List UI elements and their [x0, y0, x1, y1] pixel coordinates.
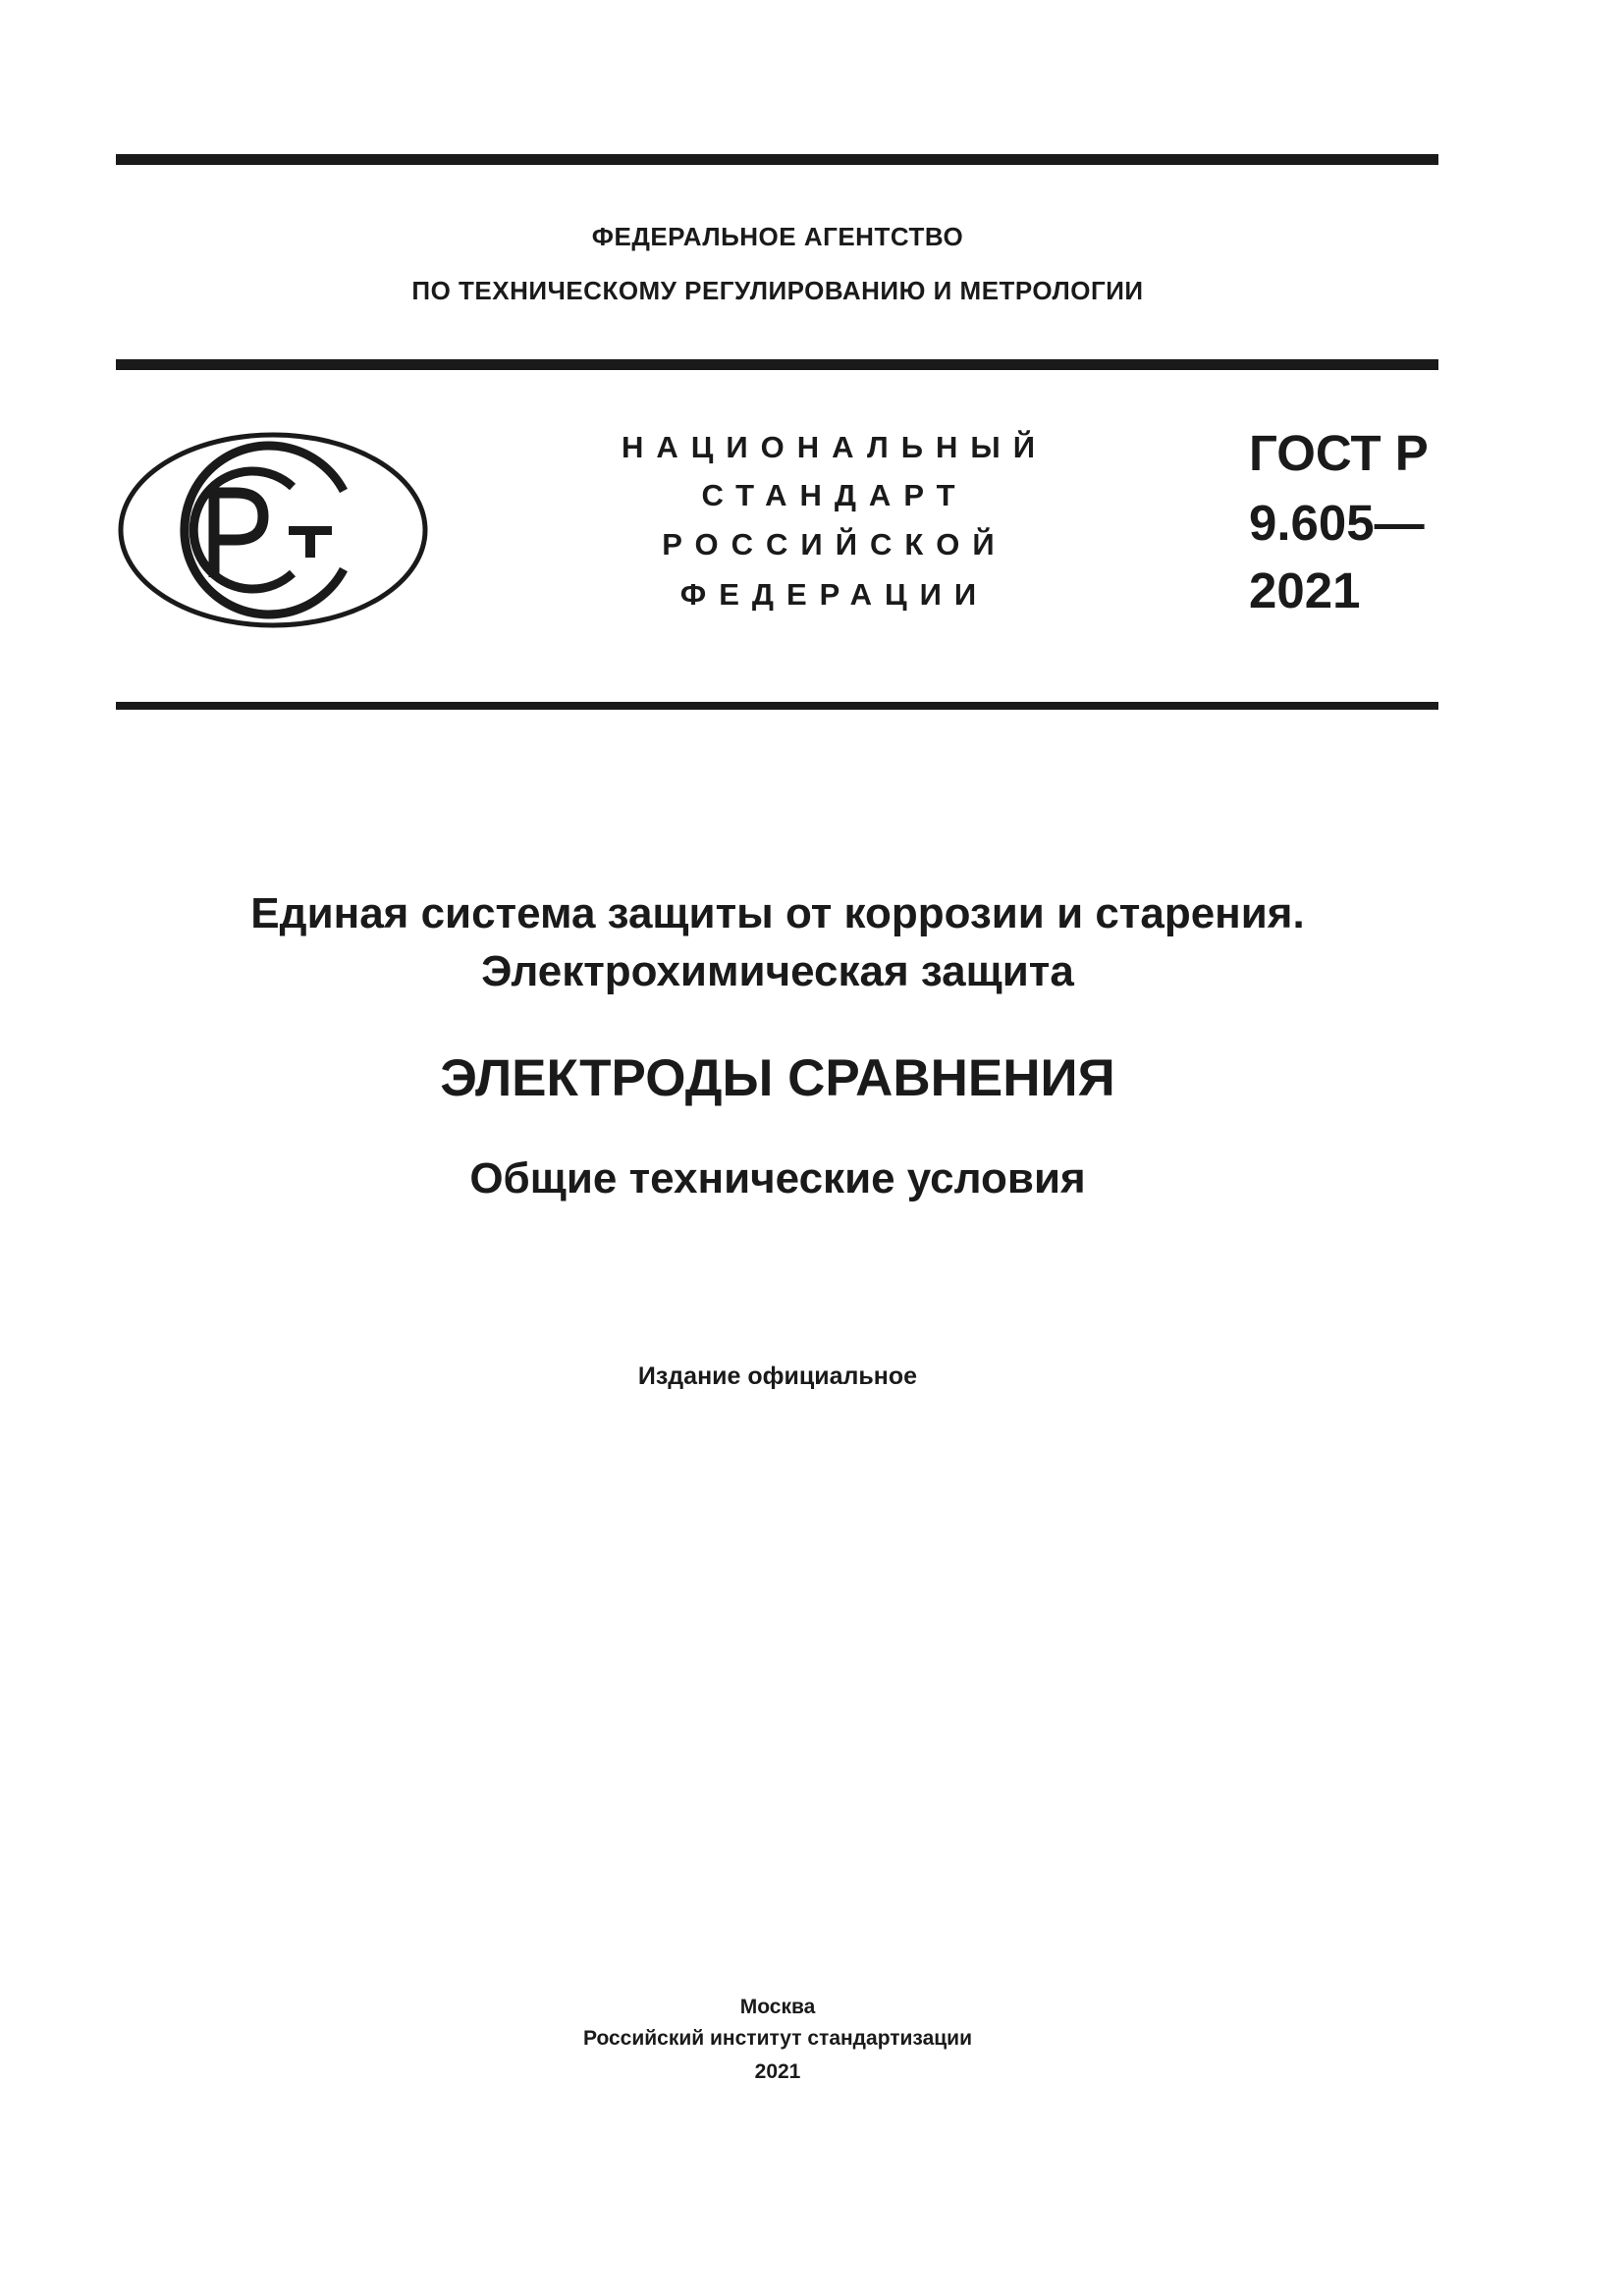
standard-type-line-2: СТАНДАРТ	[701, 478, 968, 512]
document-title-line-1: Единая система защиты от коррозии и старения.	[250, 889, 1305, 937]
section-rule	[116, 702, 1438, 710]
publisher-city: Москва	[739, 1996, 816, 2018]
standard-type-line-1: НАЦИОНАЛЬНЫЙ	[621, 430, 1049, 464]
publisher-organization: Российский институт стандартизации	[582, 2027, 973, 2050]
header-rule	[116, 359, 1438, 370]
document-main-title: ЭЛЕКТРОДЫ СРАВНЕНИЯ	[440, 1049, 1115, 1107]
document-subtitle: Общие технические условия	[469, 1154, 1086, 1202]
designation-line-3: 2021	[1249, 562, 1361, 618]
top-rule	[116, 154, 1438, 165]
rst-logo-icon	[116, 430, 430, 630]
edition-label: Издание официальное	[637, 1362, 918, 1390]
standard-type-line-4: ФЕДЕРАЦИИ	[679, 577, 990, 612]
document-title-line-2: Электрохимическая защита	[481, 947, 1074, 995]
designation-line-2: 9.605—	[1249, 495, 1425, 551]
publication-year: 2021	[754, 2060, 801, 2083]
agency-line-2: ПО ТЕХНИЧЕСКОМУ РЕГУЛИРОВАНИЮ И МЕТРОЛОГИИ	[411, 276, 1144, 305]
standard-type-line-3: РОССИЙСКОЙ	[662, 527, 1007, 561]
designation-line-1: ГОСТ Р	[1249, 425, 1429, 481]
agency-line-1: ФЕДЕРАЛЬНОЕ АГЕНТСТВО	[591, 222, 964, 251]
